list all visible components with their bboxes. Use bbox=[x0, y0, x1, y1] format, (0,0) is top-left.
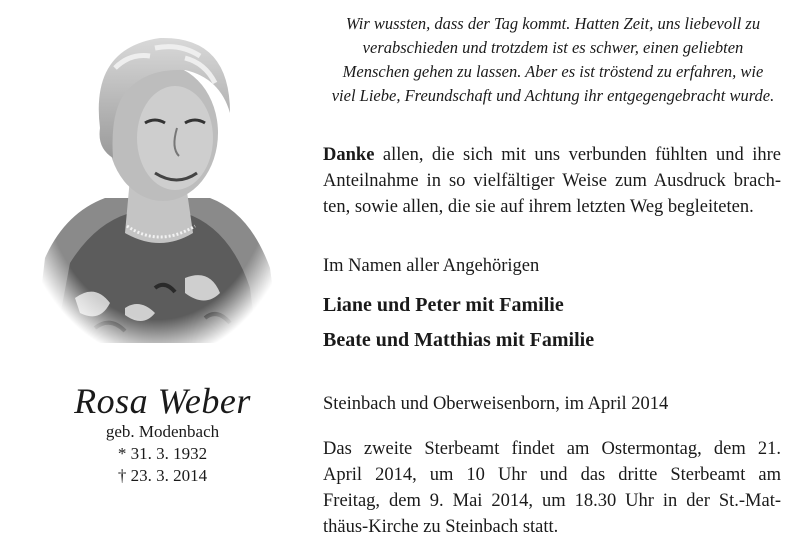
birth-name: geb. Modenbach bbox=[105, 422, 220, 441]
life-dates bbox=[30, 444, 295, 488]
family-intro: Im Namen aller Angehörigen bbox=[323, 256, 540, 276]
service-notice bbox=[323, 436, 781, 540]
poem-line: viel Liebe, Freundschaft und Achtung ihr entgegengebracht wurde. bbox=[331, 86, 775, 105]
thanks-paragraph bbox=[323, 142, 781, 220]
service-line: thäus-Kirche zu Steinbach statt. bbox=[323, 517, 559, 537]
service-line: Freitag, dem 9. Mai 2014, um 18.30 Uhr in der St.-Mat- bbox=[323, 491, 781, 511]
place-date: Steinbach und Oberweisenborn, im April 2014 bbox=[323, 394, 669, 414]
thanks-line: allen, die sich mit uns verbunden fühlten und ihre bbox=[374, 145, 781, 165]
poem-line: verabschieden und trotzdem ist es schwer, einen geliebten bbox=[362, 38, 744, 57]
portrait-photo bbox=[35, 8, 280, 343]
thanks-bold-word: Danke bbox=[323, 145, 375, 165]
service-line: April 2014, um 10 Uhr und das dritte Sterbeamt am bbox=[323, 465, 781, 485]
memorial-poem bbox=[318, 12, 788, 108]
family-line: Liane und Peter mit Familie bbox=[323, 294, 564, 316]
deceased-name: Rosa Weber bbox=[74, 381, 251, 421]
death-date: † 23. 3. 2014 bbox=[117, 466, 208, 485]
thanks-line: Anteilnahme in so vielfältiger Weise zum Ausdruck brach- bbox=[323, 171, 781, 191]
birth-date: * 31. 3. 1932 bbox=[117, 444, 208, 463]
poem-line: Wir wussten, dass der Tag kommt. Hatten Zeit, uns liebevoll zu bbox=[345, 14, 761, 33]
family-line: Beate und Matthias mit Familie bbox=[323, 329, 595, 351]
service-line: Das zweite Sterbeamt findet am Ostermontag, dem 21. bbox=[323, 439, 781, 459]
poem-line: Menschen gehen zu lassen. Aber es ist tröstend zu erfahren, wie bbox=[342, 62, 764, 81]
thanks-line: ten, sowie allen, die sie auf ihrem letzten Weg begleiteten. bbox=[323, 197, 754, 217]
